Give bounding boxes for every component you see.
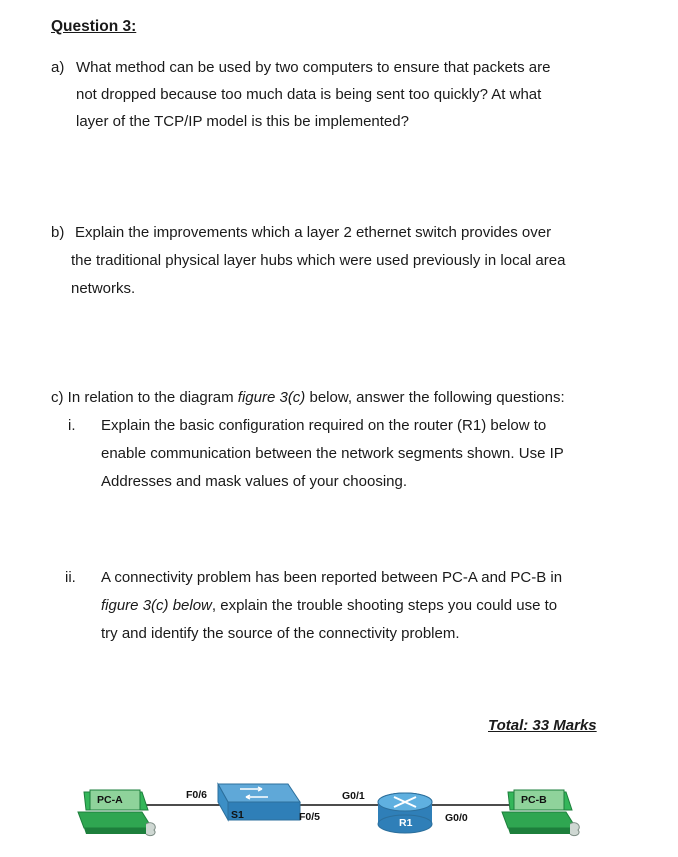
total-marks: Total: 33 Marks [488, 717, 597, 734]
part-b-label: b) [51, 224, 65, 241]
sub-ii-figure-ref: figure 3(c) below [101, 597, 212, 614]
pc-a-label: PC-A [97, 794, 123, 806]
part-b-line-1: Explain the improvements which a layer 2 ethernet switch provides over [75, 224, 552, 241]
part-c-figure-ref: figure 3(c) [237, 389, 306, 406]
sub-i-line-2: enable communication between the network segments shown. Use IP [101, 445, 564, 462]
sub-ii-line-3: try and identify the source of the connectivity problem. [101, 625, 460, 642]
part-a-label: a) [51, 59, 65, 76]
sub-i-line-3: Addresses and mask values of your choosing. [101, 473, 407, 490]
sub-i-label: i. [68, 417, 76, 434]
part-a-line-1: What method can be used by two computers to ensure that packets are [76, 59, 551, 76]
part-a-line-3: layer of the TCP/IP model is this be implemented? [76, 113, 409, 130]
s1-port-f0-6: F0/6 [186, 789, 208, 801]
network-diagram [0, 760, 678, 857]
part-b-line-2: the traditional physical layer hubs which were used previously in local area [71, 252, 566, 269]
question-title: Question 3: [51, 18, 137, 35]
sub-ii-line-2-rest: , explain the trouble shooting steps you could use to [211, 597, 558, 614]
sub-i-line-1: Explain the basic configuration required on the router (R1) below to [101, 417, 547, 434]
s1-port-f0-5: F0/5 [299, 811, 321, 823]
part-b-line-3: networks. [71, 280, 136, 297]
part-c-intro [51, 388, 565, 407]
part-c-intro-pre: In relation to the diagram [67, 389, 238, 406]
s1-label: S1 [231, 809, 244, 821]
r1-port-g0-0: G0/0 [445, 812, 468, 824]
part-c-intro-post: below, answer the following questions: [305, 389, 565, 406]
r1-port-g0-1: G0/1 [342, 790, 365, 802]
sub-ii-line-2 [101, 596, 557, 615]
r1-label: R1 [399, 817, 413, 829]
network-diagram-svg [0, 760, 678, 857]
sub-ii-label: ii. [65, 569, 76, 586]
part-a-line-2: not dropped because too much data is being sent too quickly? At what [76, 86, 542, 103]
part-c-label: c) [51, 389, 64, 406]
pc-b-label: PC-B [521, 794, 547, 806]
sub-ii-line-1: A connectivity problem has been reported between PC-A and PC-B in [101, 569, 563, 586]
